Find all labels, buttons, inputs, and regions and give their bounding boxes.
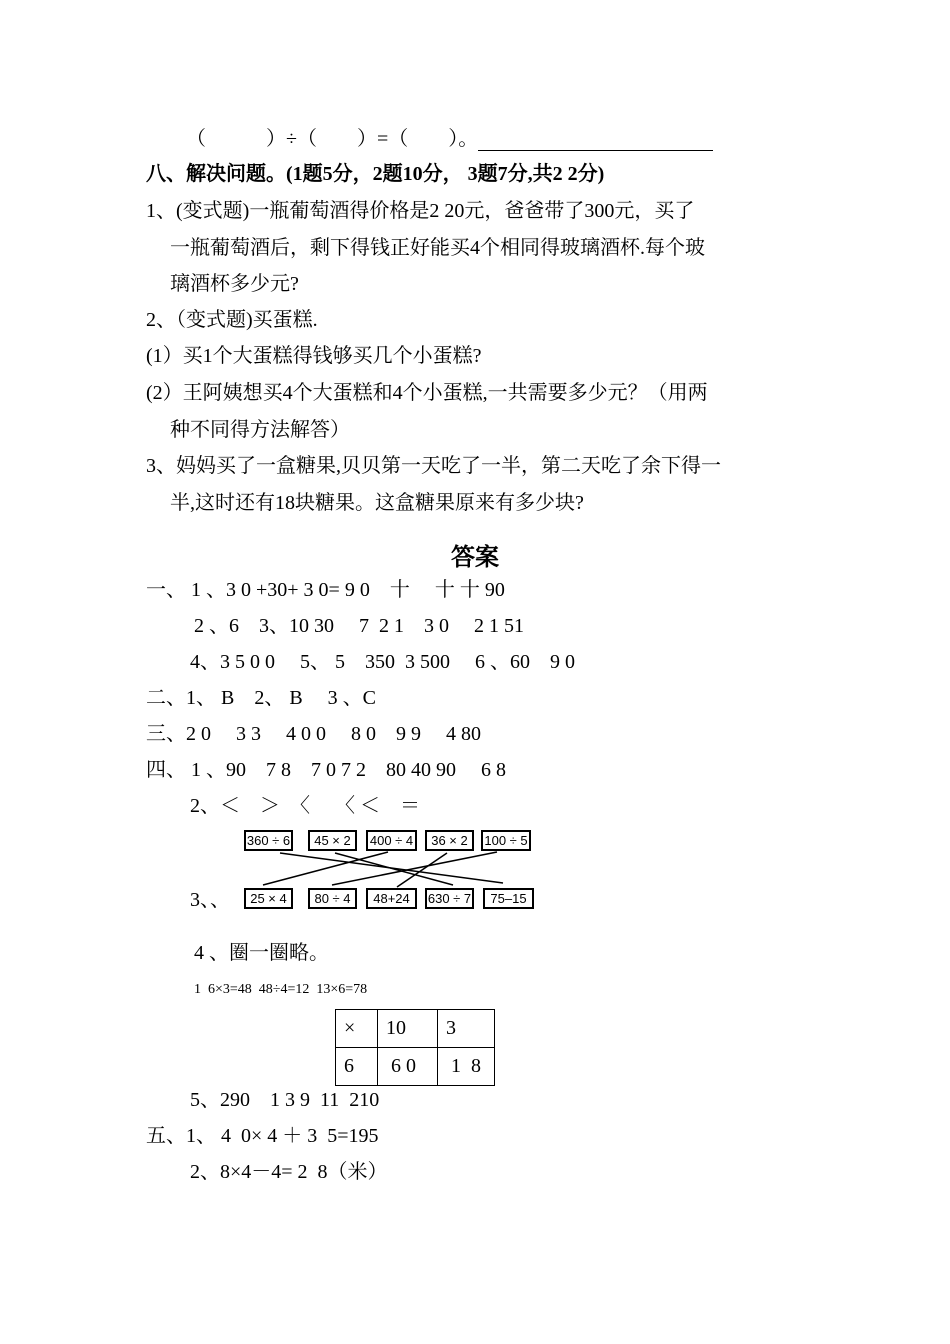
table-cell: × — [336, 1010, 378, 1048]
match-top-box: 400 ÷ 4 — [366, 830, 417, 851]
q1-line: 一瓶葡萄酒后，剩下得钱正好能买4个相同得玻璃酒杯.每个玻 — [170, 237, 705, 259]
q2-line: (2）王阿姨想买4个大蛋糕和4个小蛋糕,一共需要多少元？（用两 — [146, 382, 708, 404]
answer-line: 一、 1 、3 0 +30+ 3 0= 9 0 十 十 十 90 — [146, 579, 505, 601]
section-8-heading: 八、解决问题。(1题5分，2题10分， 3题7分,共2 2分) — [146, 163, 605, 185]
match-bottom-box: 75–15 — [483, 888, 534, 909]
table-cell: 6 0 — [378, 1048, 438, 1086]
q2-line: (1）买1个大蛋糕得钱够买几个小蛋糕? — [146, 345, 482, 367]
calc-line: 1 6×3=48 48÷4=12 13×6=78 — [194, 982, 368, 997]
q3-line: 半,这时还有18块糖果。这盒糖果原来有多少块? — [170, 492, 584, 514]
q1-line: 璃酒杯多少元? — [170, 273, 299, 295]
answer-q5: 5、290 1 3 9 11 210 — [190, 1089, 380, 1111]
table-cell: 6 — [336, 1048, 378, 1086]
answer-q4: 4 、圈一圈略。 — [194, 942, 329, 964]
match-top-box: 36 × 2 — [425, 830, 474, 851]
q2-line: 种不同得方法解答） — [170, 419, 350, 441]
answer-line: 2、＜ ＞ 〈 〈 ＜ ＝ — [190, 795, 420, 817]
match-top-box: 100 ÷ 5 — [481, 830, 531, 851]
match-line — [332, 852, 497, 885]
answer-line: 4、3 5 0 0 5、 5 350 3 500 6 、60 9 0 — [190, 651, 575, 673]
q2-line: 2、（变式题)买蛋糕. — [146, 309, 318, 331]
division-blank: （ ）÷（ ）=（ ）。 — [186, 128, 479, 150]
multiplication-table — [335, 1009, 495, 1086]
match-line — [263, 852, 388, 885]
table-cell: 3 — [438, 1010, 495, 1048]
answers-title: 答案 — [451, 545, 499, 571]
table-cell: 10 — [378, 1010, 438, 1048]
answer-line: 二、1、 B 2、 B 3 、C — [146, 687, 377, 709]
table-cell: 1 8 — [438, 1048, 495, 1086]
match-bottom-box: 48+24 — [366, 888, 417, 909]
answer-line: 三、2 0 3 3 4 0 0 8 0 9 9 4 80 — [146, 723, 481, 745]
section-5-answer: 2、8×4－4= 2 8（米） — [190, 1161, 388, 1183]
table-row — [336, 1048, 495, 1086]
match-bottom-box: 630 ÷ 7 — [425, 888, 474, 909]
match-bottom-box: 25 × 4 — [244, 888, 293, 909]
answer-line: 四、 1 、90 7 8 7 0 7 2 80 40 90 6 8 — [146, 759, 506, 781]
match-top-box: 360 ÷ 6 — [244, 830, 293, 851]
q3-line: 3、妈妈买了一盒糖果,贝贝第一天吃了一半，第二天吃了余下得一 — [146, 455, 721, 477]
match-top-box: 45 × 2 — [308, 830, 357, 851]
answer-line: 2 、6 3、10 30 7 2 1 3 0 2 1 51 — [194, 615, 524, 637]
q1-line: 1、(变式题)一瓶葡萄酒得价格是2 20元，爸爸带了300元，买了 — [146, 200, 695, 222]
table-row — [336, 1010, 495, 1048]
match-label: 3、、 — [190, 889, 230, 911]
section-5-answer: 五、1、 4 0× 4 ＋ 3 5=195 — [146, 1125, 379, 1147]
match-bottom-box: 80 ÷ 4 — [308, 888, 357, 909]
